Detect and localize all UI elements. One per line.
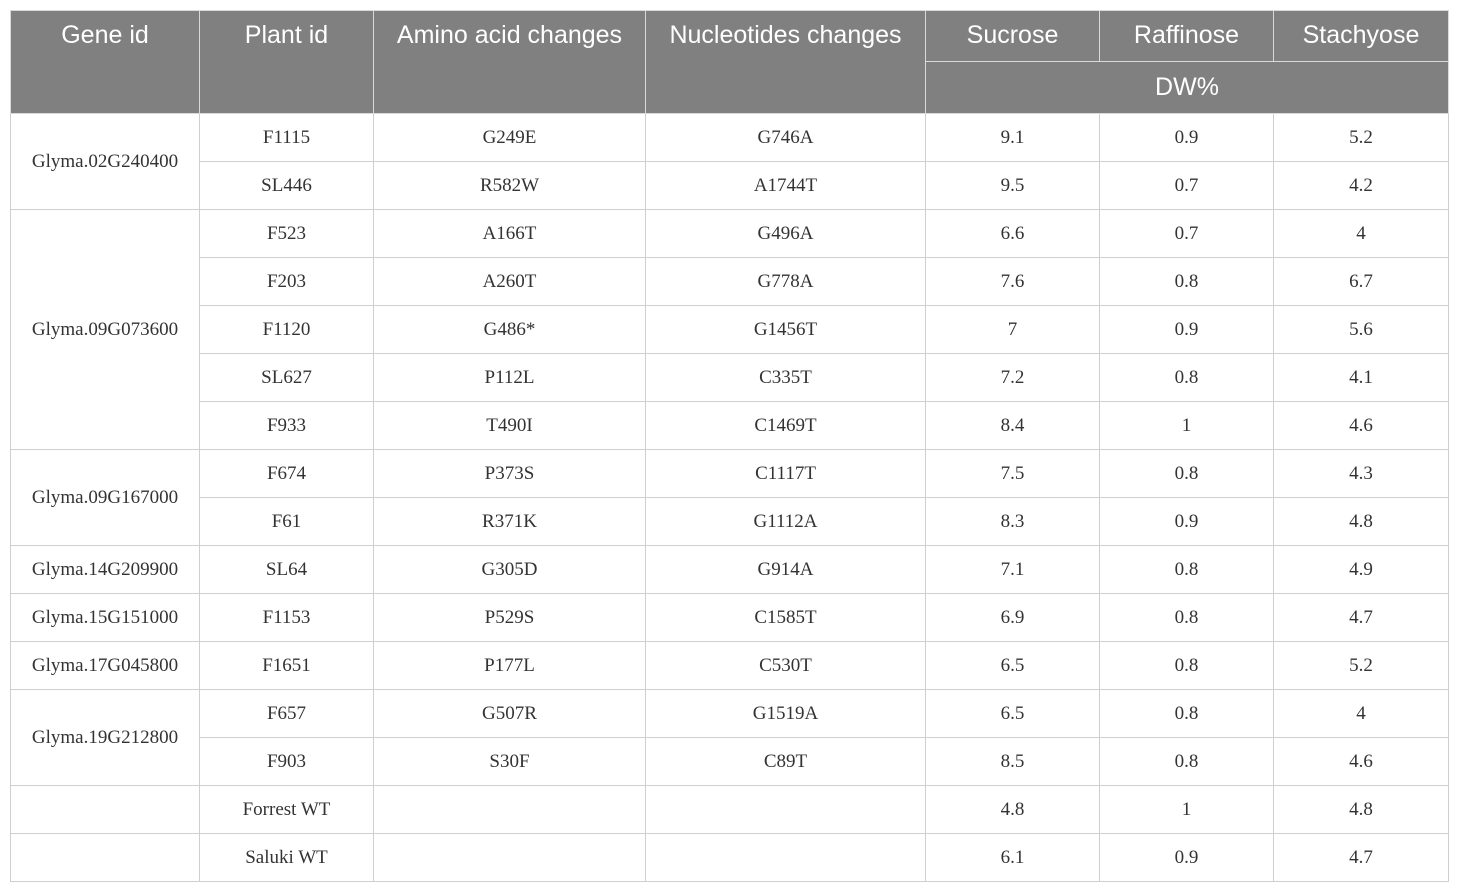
plant-id-cell: F1115: [200, 114, 374, 162]
stachyose-cell: 4.3: [1274, 450, 1449, 498]
stachyose-cell: 4.9: [1274, 546, 1449, 594]
amino-acid-cell: R371K: [374, 498, 646, 546]
table-row: [11, 594, 1449, 642]
raffinose-cell: 0.8: [1100, 450, 1274, 498]
nucleotide-cell: [646, 786, 926, 834]
plant-id-cell: F657: [200, 690, 374, 738]
table-row: [11, 210, 1449, 258]
nucleotide-cell: C89T: [646, 738, 926, 786]
nucleotide-cell: G1519A: [646, 690, 926, 738]
table-row: [11, 162, 1449, 210]
table-row: [11, 258, 1449, 306]
raffinose-cell: 1: [1100, 402, 1274, 450]
header-sucrose: Sucrose: [926, 11, 1100, 62]
table-body: [11, 114, 1449, 882]
nucleotide-cell: G778A: [646, 258, 926, 306]
header-nucleotides-changes: Nucleotides changes: [646, 11, 926, 114]
plant-id-cell: SL446: [200, 162, 374, 210]
nucleotide-cell: C530T: [646, 642, 926, 690]
raffinose-cell: 0.8: [1100, 690, 1274, 738]
sucrose-cell: 7.6: [926, 258, 1100, 306]
sucrose-cell: 6.5: [926, 690, 1100, 738]
header-row: [11, 11, 1449, 62]
table-row: [11, 450, 1449, 498]
sucrose-cell: 7: [926, 306, 1100, 354]
table-header: [11, 11, 1449, 114]
amino-acid-cell: P177L: [374, 642, 646, 690]
gene-id-cell: Glyma.09G073600: [11, 210, 200, 450]
plant-id-cell: SL627: [200, 354, 374, 402]
header-unit-dw: DW%: [926, 62, 1449, 114]
amino-acid-cell: G305D: [374, 546, 646, 594]
amino-acid-cell: A166T: [374, 210, 646, 258]
raffinose-cell: 0.8: [1100, 642, 1274, 690]
header-plant-id: Plant id: [200, 11, 374, 114]
gene-id-cell: Glyma.02G240400: [11, 114, 200, 210]
nucleotide-cell: C335T: [646, 354, 926, 402]
raffinose-cell: 0.7: [1100, 162, 1274, 210]
table-row: [11, 786, 1449, 834]
header-amino-acid-changes: Amino acid changes: [374, 11, 646, 114]
raffinose-cell: 0.8: [1100, 258, 1274, 306]
amino-acid-cell: G486*: [374, 306, 646, 354]
sucrose-cell: 8.3: [926, 498, 1100, 546]
nucleotide-cell: G914A: [646, 546, 926, 594]
stachyose-cell: 4.7: [1274, 594, 1449, 642]
raffinose-cell: 0.7: [1100, 210, 1274, 258]
sucrose-cell: 6.9: [926, 594, 1100, 642]
nucleotide-cell: G746A: [646, 114, 926, 162]
plant-id-cell: F203: [200, 258, 374, 306]
amino-acid-cell: G249E: [374, 114, 646, 162]
amino-acid-cell: G507R: [374, 690, 646, 738]
stachyose-cell: 4.8: [1274, 498, 1449, 546]
nucleotide-cell: C1117T: [646, 450, 926, 498]
sucrose-cell: 8.5: [926, 738, 1100, 786]
table-row: [11, 834, 1449, 882]
sucrose-cell: 7.2: [926, 354, 1100, 402]
gene-id-cell: Glyma.09G167000: [11, 450, 200, 546]
table-row: [11, 642, 1449, 690]
stachyose-cell: 6.7: [1274, 258, 1449, 306]
nucleotide-cell: [646, 834, 926, 882]
stachyose-cell: 4.2: [1274, 162, 1449, 210]
header-stachyose: Stachyose: [1274, 11, 1449, 62]
stachyose-cell: 4.8: [1274, 786, 1449, 834]
stachyose-cell: 5.2: [1274, 642, 1449, 690]
gene-id-cell: Glyma.19G212800: [11, 690, 200, 786]
plant-id-cell: F903: [200, 738, 374, 786]
stachyose-cell: 4: [1274, 210, 1449, 258]
stachyose-cell: 4.7: [1274, 834, 1449, 882]
raffinose-cell: 0.9: [1100, 114, 1274, 162]
table-row: [11, 690, 1449, 738]
plant-id-cell: F674: [200, 450, 374, 498]
sucrose-cell: 4.8: [926, 786, 1100, 834]
gene-id-cell: Glyma.15G151000: [11, 594, 200, 642]
table-row: [11, 354, 1449, 402]
table-row: [11, 738, 1449, 786]
raffinose-cell: 0.8: [1100, 738, 1274, 786]
sucrose-cell: 6.6: [926, 210, 1100, 258]
table-row: [11, 402, 1449, 450]
amino-acid-cell: [374, 786, 646, 834]
raffinose-cell: 0.8: [1100, 594, 1274, 642]
nucleotide-cell: G496A: [646, 210, 926, 258]
plant-id-cell: F1153: [200, 594, 374, 642]
raffinose-cell: 0.9: [1100, 498, 1274, 546]
nucleotide-cell: A1744T: [646, 162, 926, 210]
stachyose-cell: 5.2: [1274, 114, 1449, 162]
amino-acid-cell: P373S: [374, 450, 646, 498]
plant-id-cell: F933: [200, 402, 374, 450]
gene-id-cell: Glyma.17G045800: [11, 642, 200, 690]
amino-acid-cell: T490I: [374, 402, 646, 450]
gene-id-cell: [11, 786, 200, 834]
plant-id-cell: Saluki WT: [200, 834, 374, 882]
nucleotide-cell: C1469T: [646, 402, 926, 450]
sucrose-cell: 6.5: [926, 642, 1100, 690]
stachyose-cell: 4.6: [1274, 738, 1449, 786]
table-row: [11, 306, 1449, 354]
amino-acid-cell: [374, 834, 646, 882]
header-raffinose: Raffinose: [1100, 11, 1274, 62]
amino-acid-cell: S30F: [374, 738, 646, 786]
raffinose-cell: 0.9: [1100, 306, 1274, 354]
amino-acid-cell: R582W: [374, 162, 646, 210]
raffinose-cell: 0.8: [1100, 354, 1274, 402]
plant-id-cell: F61: [200, 498, 374, 546]
plant-id-cell: Forrest WT: [200, 786, 374, 834]
amino-acid-cell: P529S: [374, 594, 646, 642]
nucleotide-cell: G1112A: [646, 498, 926, 546]
stachyose-cell: 4.6: [1274, 402, 1449, 450]
table-row: [11, 114, 1449, 162]
sucrose-cell: 8.4: [926, 402, 1100, 450]
plant-id-cell: F1120: [200, 306, 374, 354]
gene-id-cell: [11, 834, 200, 882]
plant-id-cell: F523: [200, 210, 374, 258]
sucrose-cell: 9.1: [926, 114, 1100, 162]
raffinose-cell: 0.9: [1100, 834, 1274, 882]
raffinose-cell: 1: [1100, 786, 1274, 834]
sucrose-cell: 9.5: [926, 162, 1100, 210]
nucleotide-cell: G1456T: [646, 306, 926, 354]
raffinose-cell: 0.8: [1100, 546, 1274, 594]
stachyose-cell: 4.1: [1274, 354, 1449, 402]
table-row: [11, 498, 1449, 546]
amino-acid-cell: P112L: [374, 354, 646, 402]
gene-id-cell: Glyma.14G209900: [11, 546, 200, 594]
stachyose-cell: 5.6: [1274, 306, 1449, 354]
amino-acid-cell: A260T: [374, 258, 646, 306]
plant-id-cell: F1651: [200, 642, 374, 690]
table-row: [11, 546, 1449, 594]
plant-id-cell: SL64: [200, 546, 374, 594]
header-gene-id: Gene id: [11, 11, 200, 114]
sucrose-cell: 7.1: [926, 546, 1100, 594]
sucrose-cell: 7.5: [926, 450, 1100, 498]
stachyose-cell: 4: [1274, 690, 1449, 738]
sucrose-cell: 6.1: [926, 834, 1100, 882]
data-table: [10, 10, 1449, 882]
nucleotide-cell: C1585T: [646, 594, 926, 642]
